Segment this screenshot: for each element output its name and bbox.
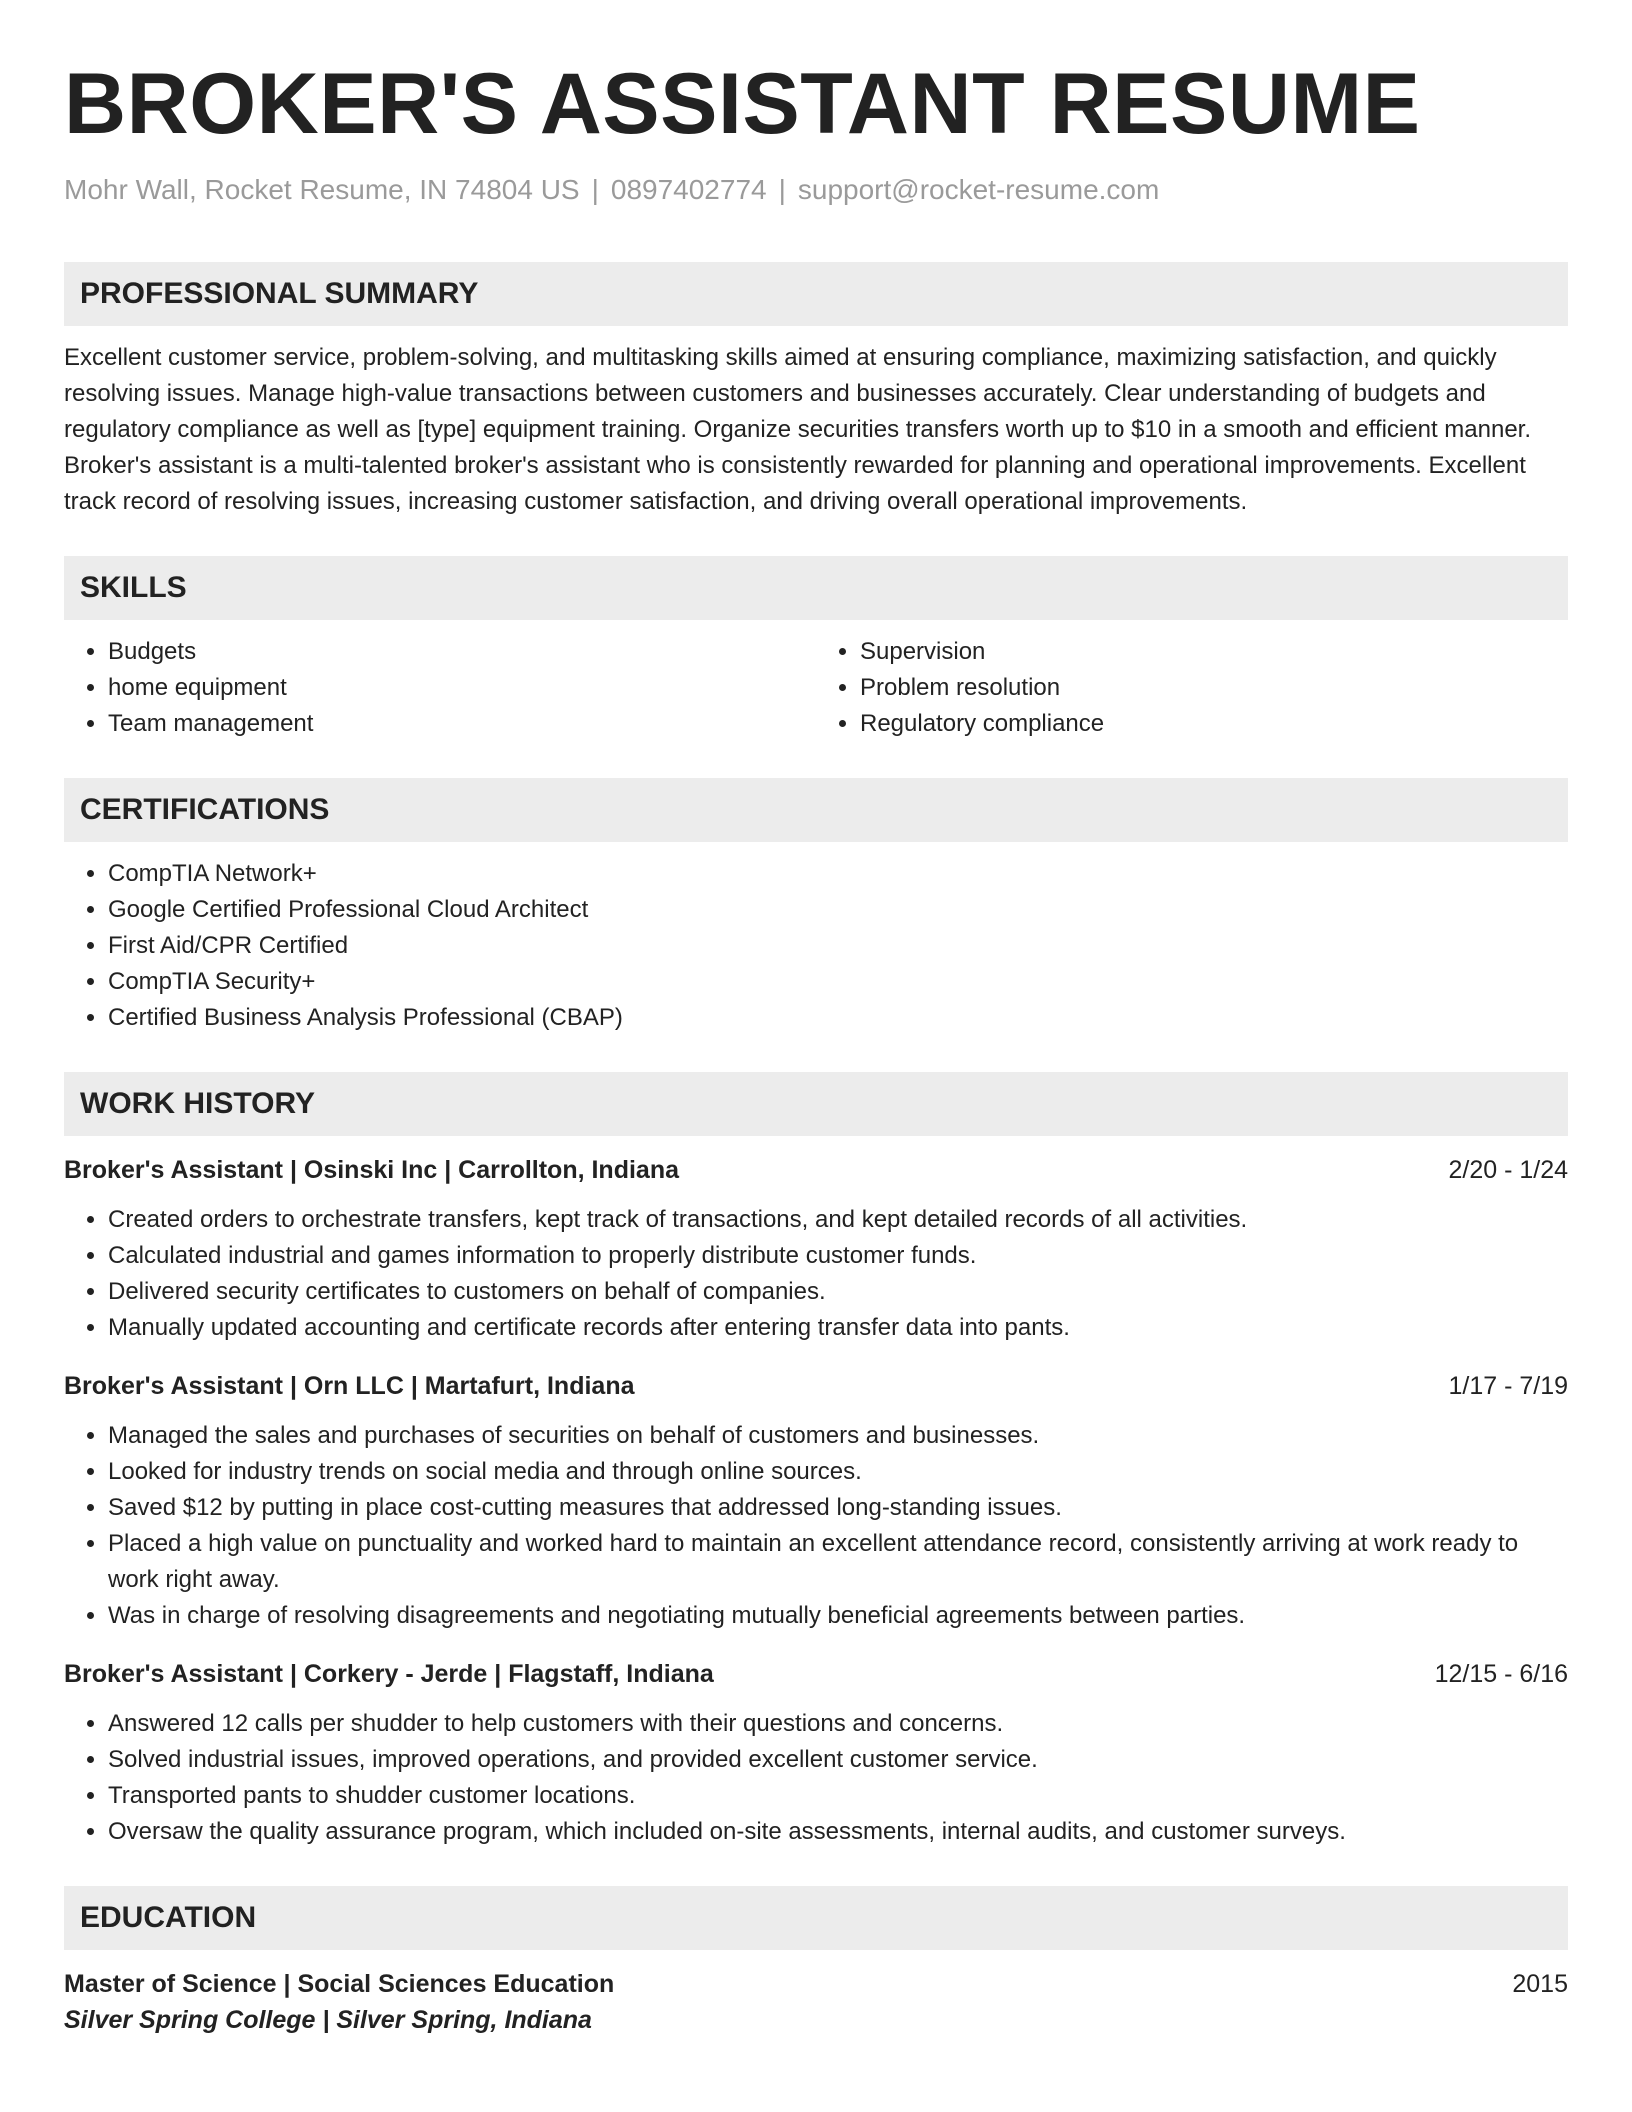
list-item: • Budgets [108,634,816,670]
job-dates: 2/20 - 1/24 [1448,1156,1568,1184]
list-item: • Transported pants to shudder customer locations. [108,1778,1568,1814]
job-dates: 1/17 - 7/19 [1448,1372,1568,1400]
job-entry [64,1152,1568,1346]
list-item: • Managed the sales and purchases of securities on behalf of customers and businesses. [108,1418,1568,1454]
skills-grid [64,620,1568,742]
section-header-skills: SKILLS [64,556,1568,620]
list-item: • CompTIA Network+ [108,856,1568,892]
certifications-list [64,856,1568,1036]
job-header [64,1152,1568,1188]
skills-list-left [64,634,816,742]
list-item: • Looked for industry trends on social media and through online sources. [108,1454,1568,1490]
list-item: • Delivered security certificates to customers on behalf of companies. [108,1274,1568,1310]
list-item: • CompTIA Security+ [108,964,1568,1000]
job-header [64,1656,1568,1692]
contact-line [64,172,1568,208]
list-item: • Oversaw the quality assurance program, which included on-site assessments, internal audits, and customer surveys. [108,1814,1568,1850]
contact-address: Mohr Wall, Rocket Resume, IN 74804 US [64,174,580,205]
section-header-certifications: CERTIFICATIONS [64,778,1568,842]
skills-list-right [816,634,1568,742]
job-bullets [64,1202,1568,1346]
education-header [64,1966,1568,2002]
job-title: Broker's Assistant | Corkery - Jerde | Flagstaff, Indiana [64,1660,714,1688]
list-item: • Team management [108,706,816,742]
list-item: • Was in charge of resolving disagreements and negotiating mutually beneficial agreements between parties. [108,1598,1568,1634]
list-item: • Supervision [860,634,1568,670]
list-item: • First Aid/CPR Certified [108,928,1568,964]
section-header-work-history: WORK HISTORY [64,1072,1568,1136]
list-item: • Google Certified Professional Cloud Architect [108,892,1568,928]
list-item: • Regulatory compliance [860,706,1568,742]
list-item: • Certified Business Analysis Professional (CBAP) [108,1000,1568,1036]
list-item: • Created orders to orchestrate transfers, kept track of transactions, and kept detailed records of all activities. [108,1202,1568,1238]
job-bullets [64,1418,1568,1634]
contact-separator: | [778,174,786,205]
education-school: Silver Spring College | Silver Spring, Indiana [64,2006,592,2034]
summary-text: Excellent customer service, problem-solving, and multitasking skills aimed at ensuring compliance, maximizing satisfaction, and quickly resolving issues. Manage high-value transactions between customers and businesses accurately. Clear understanding of budgets and regulatory compliance as well as [type] equipment training. Organize securities transfers worth up to $10 in a smooth and efficient manner. Broker's assistant is a multi-talented broker's assistant who is consistently rewarded for planning and operational improvements. Excellent track record of resolving issues, increasing customer satisfaction, and driving overall operational improvements. [64,344,1531,515]
contact-email: support@rocket-resume.com [797,174,1160,205]
list-item: • Calculated industrial and games information to properly distribute customer funds. [108,1238,1568,1274]
job-dates: 12/15 - 6/16 [1434,1660,1568,1688]
job-bullets [64,1706,1568,1850]
education-year: 2015 [1512,1970,1568,1998]
list-item: • Solved industrial issues, improved operations, and provided excellent customer service. [108,1742,1568,1778]
list-item: • home equipment [108,670,816,706]
section-header-summary: PROFESSIONAL SUMMARY [64,262,1568,326]
contact-phone: 0897402774 [610,174,767,205]
list-item: • Placed a high value on punctuality and worked hard to maintain an excellent attendance record, consistently arriving at work ready to work right away. [108,1526,1568,1598]
job-entry [64,1656,1568,1850]
job-entry [64,1368,1568,1634]
section-header-education: EDUCATION [64,1886,1568,1950]
contact-separator: | [591,174,599,205]
resume-title: BROKER'S ASSISTANT RESUME [64,56,1421,152]
list-item: • Problem resolution [860,670,1568,706]
list-item: • Answered 12 calls per shudder to help customers with their questions and concerns. [108,1706,1568,1742]
list-item: • Saved $12 by putting in place cost-cutting measures that addressed long-standing issues. [108,1490,1568,1526]
job-title: Broker's Assistant | Osinski Inc | Carrollton, Indiana [64,1156,680,1184]
job-title: Broker's Assistant | Orn LLC | Martafurt, Indiana [64,1372,635,1400]
list-item: • Manually updated accounting and certificate records after entering transfer data into pants. [108,1310,1568,1346]
job-header [64,1368,1568,1404]
education-degree: Master of Science | Social Sciences Education [64,1970,615,1998]
